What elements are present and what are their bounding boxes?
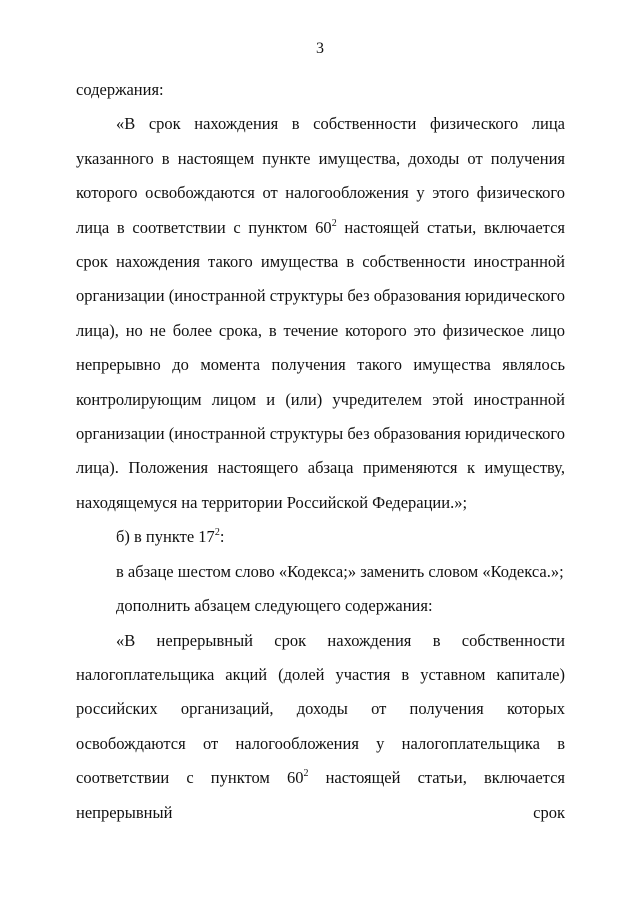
paragraph-add-clause: дополнить абзацем следующего содержания:	[116, 596, 433, 616]
paragraph-subitem-b: б) в пункте $17^2$:	[116, 527, 225, 547]
document-body	[76, 73, 565, 830]
page-number: 3	[316, 40, 324, 57]
paragraph-replace-word: в абзаце шестом слово «Кодекса;» заменить словом «Кодекса.»;	[116, 561, 564, 581]
superscript-two: 2	[214, 527, 220, 539]
paragraph-quoted-amendment: «В срок нахождения в собственности физического лица указанного в настоящем пункте имущества, доходы от получения которого освобождаются от налогообложения у этого физического лица в соответствии с пунктом $60^2$ настоящей статьи, включается срок нахождения такого имущества в собственности иностранной организации (иностранной структуры без образования юридического лица), но не более срока, в течение которого это физическое лицо непрерывно до момента получения такого имущества являлось контролирующим лицом и (или) учредителем этой иностранной организации (иностранной структуры без образования юридического лица). Положения настоящего абзаца применяются к имуществу, находящемуся на территории Российской Федерации.»;	[76, 114, 565, 512]
superscript-two: 2	[331, 217, 337, 229]
paragraph-continuation: содержания:	[76, 80, 164, 99]
paragraph-new-clause: «В непрерывный срок нахождения в собственности налогоплательщика акций (долей участия в уставном капитале) российских организаций, доходы от получения которых освобождаются от налогообложения у налогоплательщика в соответствии с пунктом $60^2$ настоящей статьи, включается непрерывный срок	[76, 630, 566, 822]
superscript-two: 2	[303, 768, 309, 780]
